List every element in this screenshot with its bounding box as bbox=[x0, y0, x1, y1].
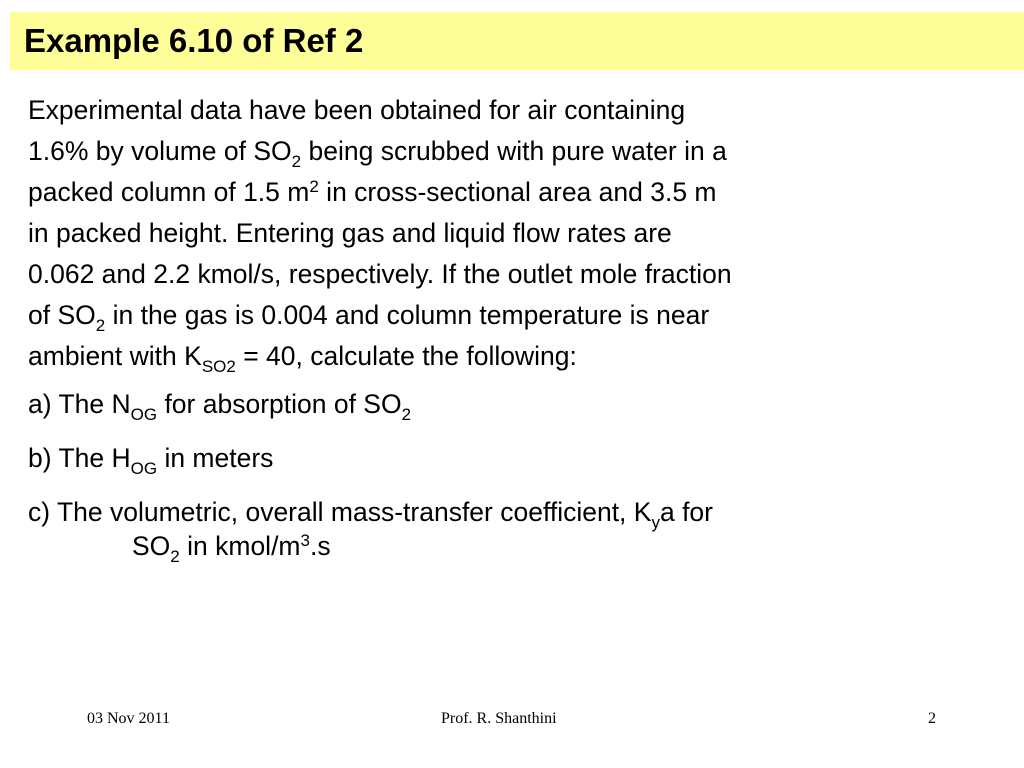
subscript: SO2 bbox=[201, 357, 236, 376]
title-bar bbox=[10, 12, 1024, 70]
subscript: OG bbox=[130, 459, 158, 478]
statement-line-1: Experimental data have been obtained for air containing bbox=[28, 95, 686, 125]
statement-line-6: of $SO_2$ in the gas is 0.004 and column temperature is near bbox=[28, 300, 710, 335]
statement-line-4: in packed height. Entering gas and liquid flow rates are bbox=[28, 218, 672, 248]
footer-author: Prof. R. Shanthini bbox=[441, 710, 557, 727]
question-b: b) The $H_{OG}$ in meters bbox=[28, 443, 274, 478]
subscript: 2 bbox=[95, 316, 106, 335]
question-c: c) The volumetric, overall mass-transfer coefficient, $K_ya$ for $SO_2$ in kmol/$m^3.s$ bbox=[28, 495, 958, 563]
page-number: 2 bbox=[928, 710, 936, 727]
question-a: a) The $N_{OG}$ for absorption of $SO_2$ bbox=[28, 389, 412, 424]
statement-line-3: packed column of 1.5 $m^2$ in cross-sectional area and 3.5 m bbox=[28, 177, 717, 207]
slide-title: Example 6.10 of Ref 2 bbox=[24, 22, 364, 59]
subscript: OG bbox=[130, 405, 158, 424]
statement-line-7: ambient with $K_{SO2} = 40$, calculate the following: bbox=[28, 341, 577, 376]
statement-line-5: 0.062 and 2.2 kmol/s, respectively. If the outlet mole fraction bbox=[28, 259, 732, 289]
superscript: 3 bbox=[300, 531, 310, 550]
question-c-continuation: $SO_2$ in kmol/$m^3.s$ bbox=[132, 531, 331, 566]
problem-statement bbox=[28, 90, 958, 377]
subscript: y bbox=[651, 513, 660, 532]
subscript: 2 bbox=[401, 405, 412, 424]
subscript: 2 bbox=[291, 152, 302, 171]
statement-line-2: 1.6% by volume of $SO_2$ being scrubbed with pure water in a bbox=[28, 136, 727, 171]
slide-body bbox=[28, 90, 958, 566]
superscript: 2 bbox=[309, 177, 319, 196]
footer-date: 03 Nov 2011 bbox=[87, 710, 170, 727]
subscript: 2 bbox=[170, 547, 180, 566]
